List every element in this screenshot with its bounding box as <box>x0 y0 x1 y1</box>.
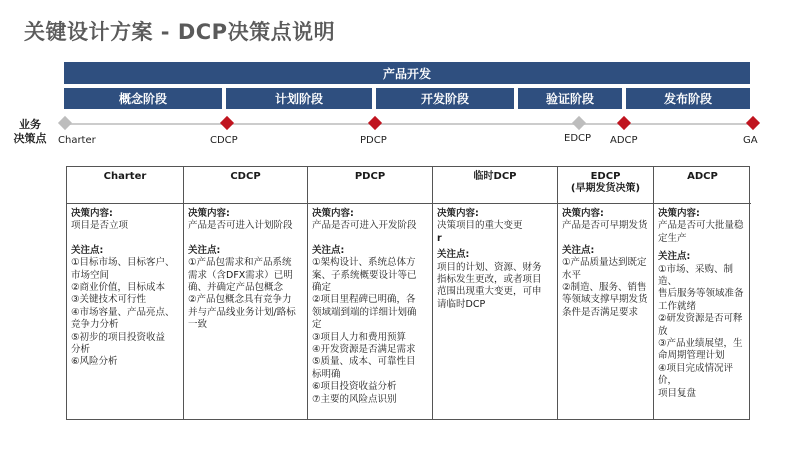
column-header: 临时DCP <box>433 167 557 204</box>
edcp-diamond-icon <box>572 116 586 130</box>
business-decision-label: 业务 决策点 <box>13 118 47 145</box>
milestone-ga: GA <box>743 135 758 146</box>
product-development-bar: 产品开发 <box>64 62 750 84</box>
charter-diamond-icon <box>58 116 72 130</box>
phase-concept: 概念阶段 <box>64 88 222 109</box>
column-body: 决策内容: 产品是否可进入开发阶段 关注点: ①架构设计、系统总体方 案、子系统概要设计等已 确定 ②项目里程碑已明确，各 领域端到端的详细计划确 定 ③项目人力和费用预算 ④开发资源是否满足需求 ⑤质量、成本、可靠性目 标明确 ⑥项目投资收益分析 ⑦主要的风险点识别 <box>312 208 417 405</box>
table-column <box>433 167 558 419</box>
phase-verify: 验证阶段 <box>518 88 622 109</box>
decision-table <box>66 166 750 420</box>
table-column <box>308 167 433 419</box>
phase-release: 发布阶段 <box>626 88 750 109</box>
timeline-line <box>64 123 754 125</box>
pdcp-diamond-icon <box>368 116 382 130</box>
table-column <box>654 167 751 419</box>
phase-develop: 开发阶段 <box>376 88 514 109</box>
milestone-edcp: EDCP <box>564 133 592 144</box>
milestone-pdcp: PDCP <box>360 135 387 146</box>
column-header: CDCP <box>184 167 307 204</box>
phase-plan: 计划阶段 <box>226 88 372 109</box>
cdcp-diamond-icon <box>220 116 234 130</box>
ga-diamond-icon <box>746 116 760 130</box>
milestone-adcp: ADCP <box>610 135 638 146</box>
column-header: EDCP (早期发货决策) <box>558 167 653 204</box>
column-header: Charter <box>67 167 183 204</box>
column-body: 决策内容: 决策项目的重大变更 r 关注点: 项目的计划、资源、财务 指标发生更改，或者项目 范围出现重大变更，可申 请临时DCP <box>437 208 542 310</box>
table-column <box>67 167 184 419</box>
milestone-cdcp: CDCP <box>210 135 238 146</box>
table-column <box>184 167 308 419</box>
milestone-charter: Charter <box>58 135 96 146</box>
table-column <box>558 167 654 419</box>
column-body: 决策内容: 项目是否立项 关注点: ①目标市场、目标客户、 市场空间 ②商业价值，目标成本 ③关键技术可行性 ④市场容量、产品亮点、 竞争力分析 ⑤初步的项目投资收益 分析 ⑥风险分析 <box>71 208 175 368</box>
page-title: 关键设计方案 - DCP决策点说明 <box>24 20 336 44</box>
column-body: 决策内容: 产品是否可早期发货 关注点: ①产品质量达到既定 水平 ②制造、服务、销售 等领域支撑早期发货 条件是否满足要求 <box>562 208 648 318</box>
adcp-diamond-icon <box>617 116 631 130</box>
column-header: PDCP <box>308 167 432 204</box>
column-header: ADCP <box>654 167 751 204</box>
column-body: 决策内容: 产品是否可进入计划阶段 关注点: ①产品包需求和产品系统 需求（含DFX需求）已明 确、并确定产品包概念 ②产品包概念具有竞争力 并与产品线业务计划/路标 一致 <box>188 208 296 331</box>
column-body: 决策内容: 产品是否可大批量稳 定生产 关注点: ①市场、采购、制造、 售后服务等领域准备 工作就绪 ②研发资源是否可释 放 ③产品业绩展望，生 命周期管理计划 ④项目完成情况评价， 项目复盘 <box>658 208 744 399</box>
